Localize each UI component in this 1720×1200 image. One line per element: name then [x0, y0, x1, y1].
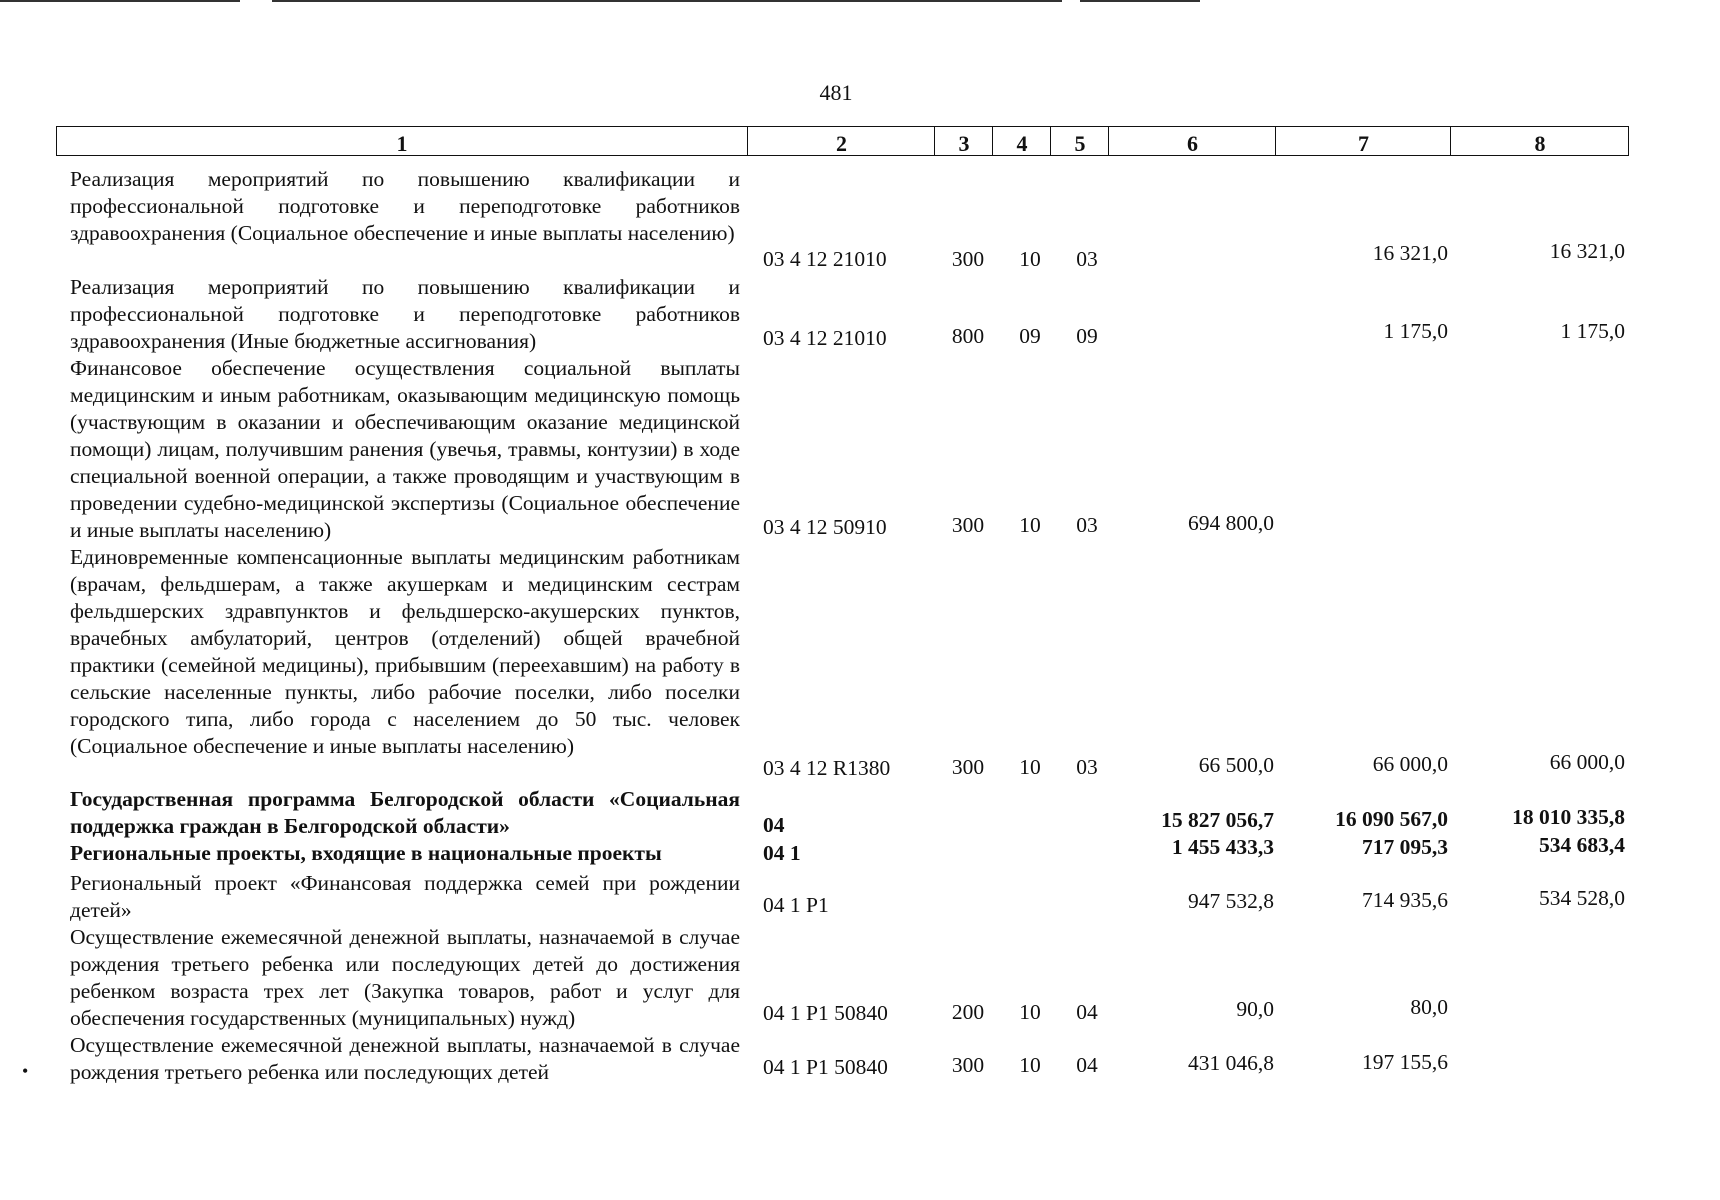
header-col-1: 1 [396, 131, 408, 156]
row-value-7: 80,0 [1410, 995, 1448, 1019]
header-col-8: 8 [1450, 127, 1629, 155]
row-code: 04 1 Р1 50840 [763, 1055, 888, 1079]
row-col5: 03 [1076, 513, 1098, 537]
row-col4: 10 [1019, 247, 1041, 271]
row-value-7: 717 095,3 [1362, 835, 1448, 859]
row-col5: 04 [1076, 1053, 1098, 1077]
row-value-7: 1 175,0 [1383, 319, 1448, 343]
scan-speck: • [22, 1061, 29, 1081]
row-value-7: 714 935,6 [1362, 888, 1448, 912]
top-border-line [272, 0, 1062, 2]
row-value-7: 16 090 567,0 [1335, 807, 1448, 831]
header-col-2: 2 [747, 127, 935, 155]
row-value-6: 66 500,0 [1198, 753, 1274, 777]
row-col5: 03 [1076, 247, 1098, 271]
row-col4: 10 [1019, 1000, 1041, 1024]
page-number: 481 [819, 80, 853, 105]
row-value-6: 947 532,8 [1188, 889, 1274, 913]
row-description: Финансовое обеспечение осуществления социальной выплаты медицинским и иным работникам, оказывающим медицинскую помощь (участвующим в оказании и обеспечивающим оказание медицинской помощи) лицам, получившим ранения (увечья, травмы, контузии) в ходе специальной военной операции, а также проводящим и участвующим в проведении судебно-медицинской экспертизы (Социальное обеспечение и иные выплаты населению) [70, 356, 740, 542]
row-value-6: 1 455 433,3 [1171, 835, 1274, 859]
row-description: Региональные проекты, входящие в национальные проекты [70, 841, 662, 865]
row-value-7: 197 155,6 [1362, 1050, 1448, 1074]
row-description: Государственная программа Белгородской области «Социальная поддержка граждан в Белгородской области» [70, 787, 740, 838]
row-description: Региональный проект «Финансовая поддержка семей при рождении детей» [70, 871, 740, 922]
row-value-8: 66 000,0 [1549, 750, 1625, 774]
row-code: 03 4 12 50910 [763, 515, 887, 539]
row-col5: 04 [1076, 1000, 1098, 1024]
row-col4: 10 [1019, 755, 1041, 779]
row-code: 03 4 12 21010 [763, 247, 887, 271]
row-value-8: 1 175,0 [1560, 319, 1625, 343]
row-value-6: 431 046,8 [1188, 1051, 1274, 1075]
row-col5: 03 [1076, 755, 1098, 779]
row-description: Реализация мероприятий по повышению квалификации и профессиональной подготовке и переподготовке работников здравоохранения (Социальное обеспечение и иные выплаты населению) [70, 167, 740, 245]
header-col-3: 3 [934, 127, 993, 155]
row-code: 04 1 Р1 [763, 893, 829, 917]
header-col-6: 6 [1108, 127, 1276, 155]
row-code: 03 4 12 21010 [763, 326, 887, 350]
header-col-7: 7 [1275, 127, 1451, 155]
table-header [56, 126, 1629, 156]
row-value-7: 16 321,0 [1372, 241, 1448, 265]
row-col4: 10 [1019, 1053, 1041, 1077]
row-col3: 300 [951, 513, 985, 537]
row-value-6: 15 827 056,7 [1161, 808, 1274, 832]
header-col-4: 4 [992, 127, 1051, 155]
row-col3: 300 [951, 755, 985, 779]
row-description: Единовременные компенсационные выплаты медицинским работникам (врачам, фельдшерам, а также акушеркам и медицинским сестрам фельдшерских здравпунктов и фельдшерско-акушерских пунктов, врачебных амбулаторий, центров (отделений) общей врачебной практики (семейной медицины), прибывшим (переехавшим) на работу в сельские населенные пункты, либо рабочие поселки, либо поселки городского типа, либо города с населением до 50 тыс. человек (Социальное обеспечение и иные выплаты населению) [70, 545, 740, 758]
row-code: 03 4 12 R1380 [763, 756, 891, 780]
row-value-6: 694 800,0 [1188, 511, 1274, 535]
row-value-8: 534 528,0 [1539, 886, 1625, 910]
row-col4: 09 [1019, 324, 1041, 348]
row-code: 04 [763, 813, 785, 837]
row-description: Осуществление ежемесячной денежной выплаты, назначаемой в случае рождения третьего ребенка или последующих детей [70, 1033, 740, 1084]
row-col5: 09 [1076, 324, 1098, 348]
row-description: Реализация мероприятий по повышению квалификации и профессиональной подготовке и переподготовке работников здравоохранения (Иные бюджетные ассигнования) [70, 275, 740, 353]
row-value-8: 16 321,0 [1549, 239, 1625, 263]
top-border-line [1080, 0, 1200, 2]
row-col4: 10 [1019, 513, 1041, 537]
row-col3: 300 [951, 247, 985, 271]
row-value-7: 66 000,0 [1372, 752, 1448, 776]
row-value-6: 90,0 [1236, 997, 1274, 1021]
row-col3: 300 [951, 1053, 985, 1077]
row-code: 04 1 Р1 50840 [763, 1001, 888, 1025]
row-col3: 800 [951, 324, 985, 348]
header-col-5: 5 [1050, 127, 1109, 155]
row-code: 04 1 [763, 841, 801, 865]
row-description: Осуществление ежемесячной денежной выплаты, назначаемой в случае рождения третьего ребенка или последующих детей до достижения ребенком возраста трех лет (Закупка товаров, работ и услуг для обеспечения государственных (муниципальных) нужд) [70, 925, 740, 1030]
row-col3: 200 [951, 1000, 985, 1024]
top-border-line [0, 0, 240, 2]
row-value-8: 18 010 335,8 [1512, 805, 1625, 829]
row-value-8: 534 683,4 [1539, 833, 1625, 857]
